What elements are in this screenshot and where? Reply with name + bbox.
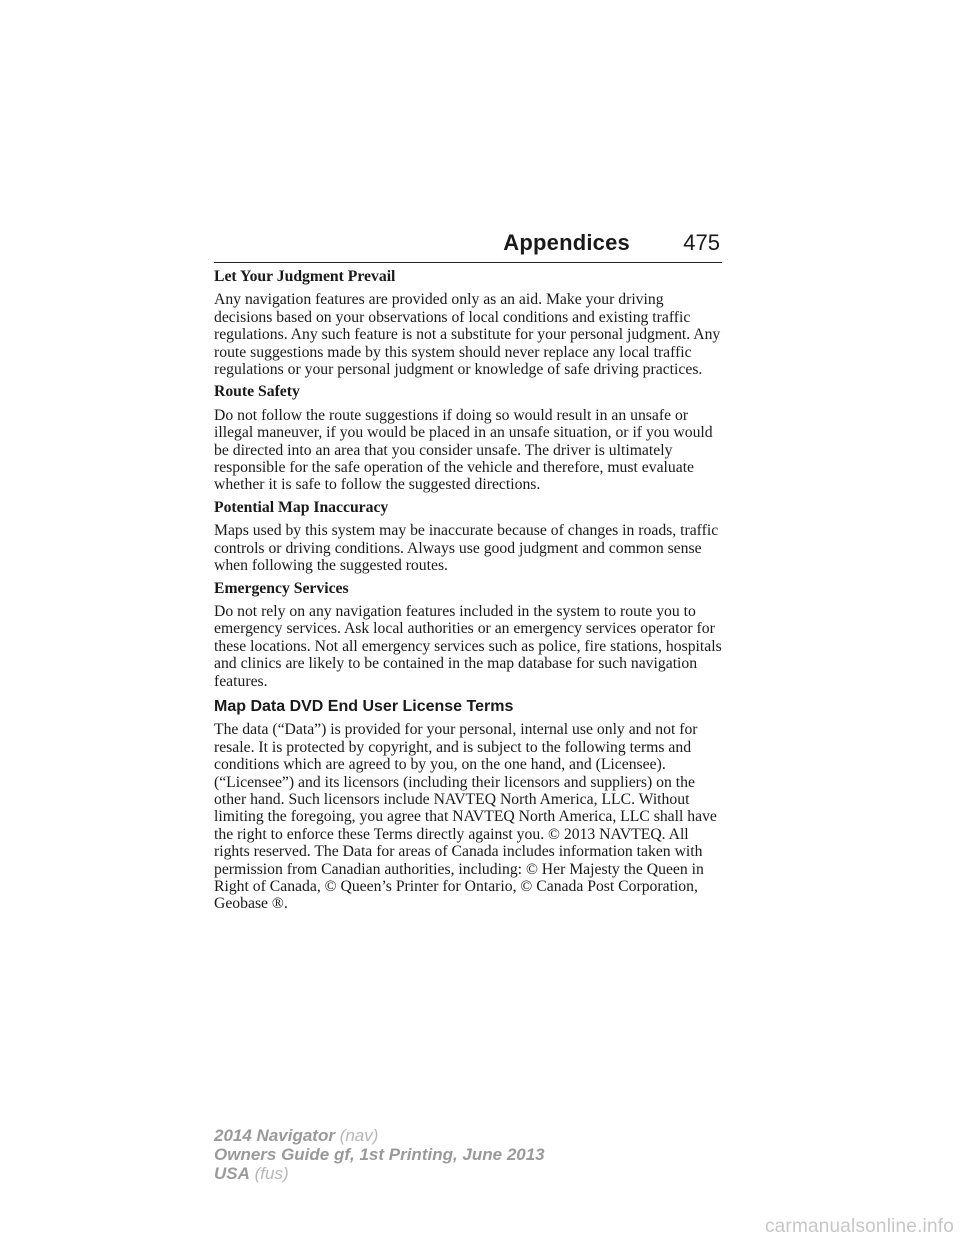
section-heading-judgment: Let Your Judgment Prevail [214, 268, 396, 285]
footer-model-code: (nav) [339, 1126, 379, 1145]
watermark-link[interactable]: carmanualsonline.info [764, 1216, 954, 1237]
footer-line-model [214, 1126, 545, 1145]
footer-market: USA [214, 1164, 250, 1183]
section-body-judgment: Any navigation features are provided only as an aid. Make your driving decisions based on your observations of local conditions and existing traffic regulations. Any such feature is not a substitute for your personal judgment. Any route suggestions made by this system should never replace any local traffic regulations or your personal judgment or knowledge of safe driving practices. [214, 291, 721, 379]
footer-line-guide [214, 1145, 545, 1164]
section-body-route-safety: Do not follow the route suggestions if doing so would result in an unsafe or illegal maneuver, if you would be placed in an unsafe situation, or if you would be directed into an area that you consider unsafe. The driver is ultimately responsible for the safe operation of the vehicle and therefore, must evaluate whether it is safe to follow the suggested directions. [214, 406, 713, 494]
footer-guide: Owners Guide gf, 1st Printing, June 2013 [214, 1145, 545, 1164]
section-body-map-inaccuracy: Maps used by this system may be inaccurate because of changes in roads, traffic controls or driving conditions. Always use good judgment and common sense when following the suggested routes. [214, 522, 719, 575]
section-heading-license: Map Data DVD End User License Terms [214, 697, 514, 715]
page-content [214, 268, 722, 918]
footer-model: 2014 Navigator [214, 1126, 335, 1145]
section-heading-route-safety: Route Safety [214, 383, 300, 401]
page-number: 475 [683, 230, 720, 255]
footer-market-code: (fus) [254, 1164, 289, 1183]
page-title: Appendices [503, 230, 630, 255]
footer-line-market [214, 1164, 545, 1183]
section-body-emergency: Do not rely on any navigation features included in the system to route you to emergency services. Ask local authorities or an emergency services operator for these locations. Not all emergency services such as police, fire stations, hospitals and clinics are likely to be contained in the map database for such navigation features. [214, 602, 722, 690]
section-heading-emergency: Emergency Services [214, 579, 349, 597]
section-heading-map-inaccuracy: Potential Map Inaccuracy [214, 498, 389, 516]
page-footer [214, 1126, 545, 1183]
page-header [214, 228, 722, 263]
section-body-license: The data (“Data”) is provided for your personal, internal use only and not for resale. It is protected by copyright, and is subject to the following terms and conditions which are agreed to by you, on the one hand, and (Licensee). (“Licensee”) and its licensors (including their licensors and suppliers) on the other hand. Such licensors include NAVTEQ North America, LLC. Without limiting the foregoing, you agree that NAVTEQ North America, LLC shall have the right to enforce these Terms directly against you. © 2013 NAVTEQ. All rights reserved. The Data for areas of Canada includes information taken with permission from Canadian authorities, including: © Her Majesty the Queen in Right of Canada, © Queen’s Printer for Ontario, © Canada Post Corporation, Geobase ®. [214, 721, 717, 913]
